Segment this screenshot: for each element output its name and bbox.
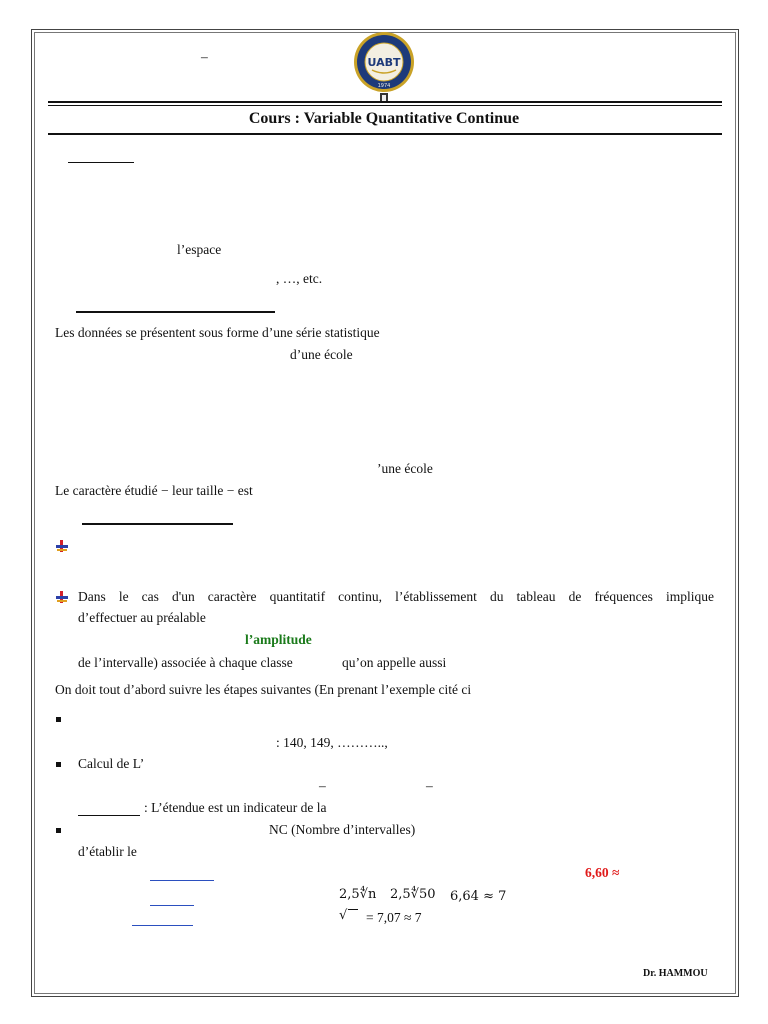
page-border-inner	[34, 32, 736, 994]
text-ecole-2: ’une école	[377, 461, 433, 476]
svg-text:1974: 1974	[377, 83, 391, 89]
text-espace: l’espace	[177, 242, 222, 257]
header-rule-bottom	[48, 133, 722, 135]
text-caractere: Le caractère étudié − leur taille − est	[55, 483, 253, 498]
text-values: : 140, 149, ………..,	[276, 735, 388, 750]
footer-author: Dr. HAMMOU	[643, 968, 708, 979]
text-ecole-1: d’une école	[290, 347, 353, 362]
square-bullet-icon	[56, 717, 61, 722]
text-series: Les données se présentent sous forme d’une série statistique	[55, 325, 380, 340]
formula-2b: = 7,07 ≈ 7	[366, 910, 422, 925]
square-bullet-icon	[56, 828, 61, 833]
link-underline-3[interactable]	[132, 925, 193, 926]
text-red-value: 6,60 ≈	[585, 865, 620, 880]
sqrt-bar	[348, 909, 358, 910]
formula-2a: √	[339, 908, 348, 923]
section-heading-underline	[68, 162, 134, 163]
text-bullet2-line2: d’effectuer au préalable	[78, 610, 206, 625]
blank-underline	[78, 815, 140, 816]
formula-1a: 2,5∜n	[339, 887, 377, 902]
text-bullet2-line4b: qu’on appelle aussi	[342, 655, 447, 670]
text-amplitude: l’amplitude	[245, 632, 312, 647]
text-dash-2: –	[426, 778, 433, 793]
header-dash: –	[201, 49, 208, 64]
link-underline-1[interactable]	[150, 880, 214, 881]
subsection-underline-2	[82, 523, 233, 525]
formula-1b: 2,5∜50	[390, 887, 436, 902]
text-nc: NC (Nombre d’intervalles)	[269, 822, 416, 837]
text-etablir: d’établir le	[78, 844, 137, 859]
text-bullet2-line1: Dans le cas d'un caractère quantitatif continu, l’établissement du tableau de fréquences implique	[78, 589, 714, 604]
header-rule-mid	[48, 105, 722, 106]
text-etc: , …, etc.	[276, 271, 323, 286]
bullet-plus-icon	[55, 590, 69, 604]
text-etapes: On doit tout d’abord suivre les étapes suivantes (En prenant l’exemple cité ci	[55, 682, 472, 697]
bullet-plus-icon	[55, 539, 69, 553]
header-rule-top	[48, 101, 722, 103]
formula-1c: 6,64 ≈ 7	[450, 889, 507, 904]
subsection-underline	[76, 311, 275, 313]
link-underline-2[interactable]	[150, 905, 194, 906]
text-calcul: Calcul de L’	[78, 756, 145, 771]
logo-icon	[352, 32, 416, 96]
text-bullet2-line4a: de l’intervalle) associée à chaque classe	[78, 655, 293, 670]
square-bullet-icon	[56, 762, 61, 767]
text-dash-1: –	[319, 778, 326, 793]
svg-text:UABT: UABT	[367, 56, 401, 69]
text-etendue: : L’étendue est un indicateur de la	[144, 800, 327, 815]
page-title: Cours : Variable Quantitative Continue	[248, 110, 520, 127]
